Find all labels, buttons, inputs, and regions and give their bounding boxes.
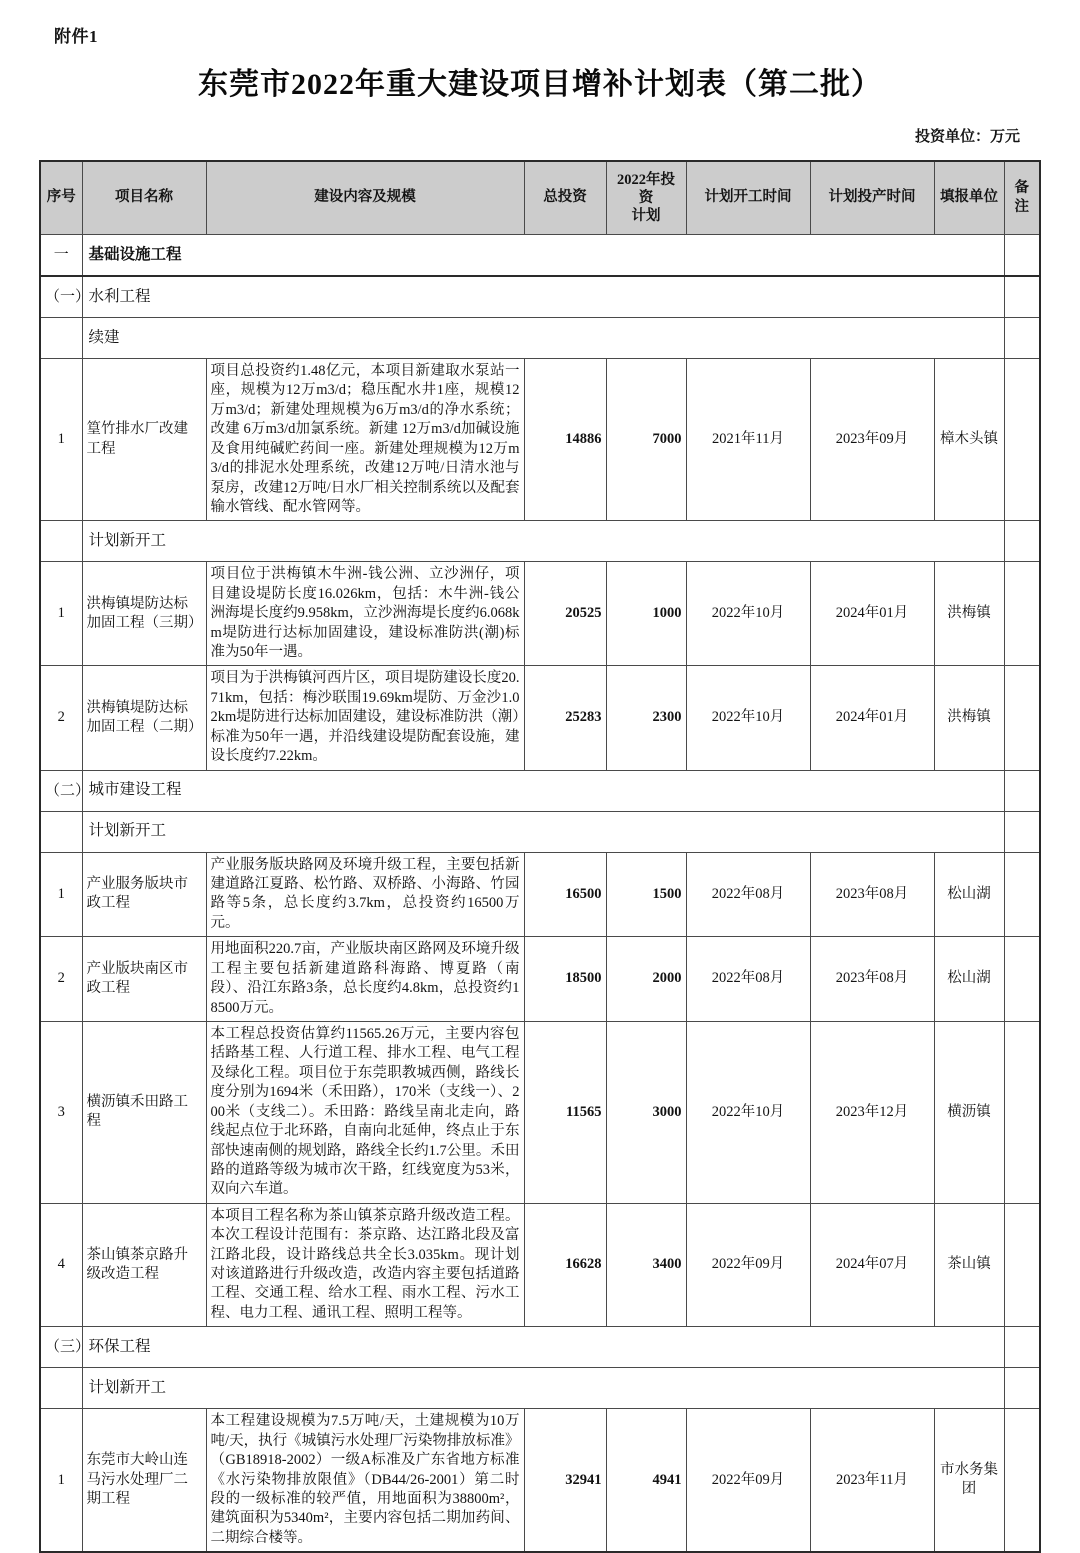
column-header-reporting-unit: 填报单位 <box>934 161 1004 235</box>
status-row <box>40 811 1040 852</box>
subsection-label: 水利工程 <box>82 276 1004 318</box>
column-header-total-investment: 总投资 <box>524 161 606 235</box>
row-reporting-unit: 樟木头镇 <box>934 359 1004 521</box>
table-row <box>40 666 1040 770</box>
row-planned-completion: 2024年01月 <box>810 666 934 770</box>
status-row <box>40 1368 1040 1409</box>
row-plan-2022: 1000 <box>606 562 686 666</box>
status-level-no <box>40 318 82 359</box>
subsection-remark <box>1004 1327 1040 1368</box>
row-planned-completion: 2024年07月 <box>810 1203 934 1327</box>
row-no: 3 <box>40 1021 82 1203</box>
row-project-name: 产业服务版块市政工程 <box>82 852 206 937</box>
row-reporting-unit: 横沥镇 <box>934 1021 1004 1203</box>
row-total-investment: 18500 <box>524 937 606 1022</box>
row-reporting-unit: 松山湖 <box>934 852 1004 937</box>
row-reporting-unit: 松山湖 <box>934 937 1004 1022</box>
table-row <box>40 1203 1040 1327</box>
row-planned-completion: 2023年11月 <box>810 1409 934 1552</box>
row-remark <box>1004 359 1040 521</box>
page-title: 东莞市2022年重大建设项目增补计划表（第二批） <box>198 68 882 101</box>
row-remark <box>1004 852 1040 937</box>
row-planned-start: 2021年11月 <box>686 359 810 521</box>
subsection-row <box>40 1327 1040 1368</box>
row-total-investment: 11565 <box>524 1021 606 1203</box>
row-project-name: 篁竹排水厂改建工程 <box>82 359 206 521</box>
row-remark <box>1004 1409 1040 1552</box>
row-plan-2022: 4941 <box>606 1409 686 1552</box>
row-planned-completion: 2023年09月 <box>810 359 934 521</box>
column-header-no: 序号 <box>40 161 82 235</box>
row-reporting-unit: 洪梅镇 <box>934 562 1004 666</box>
status-remark <box>1004 521 1040 562</box>
column-header-plan-2022-line2: 计划 <box>631 208 661 225</box>
status-label: 续建 <box>82 318 1004 359</box>
column-header-planned-start: 计划开工时间 <box>686 161 810 235</box>
row-planned-completion: 2024年01月 <box>810 562 934 666</box>
row-plan-2022: 7000 <box>606 359 686 521</box>
subsection-remark <box>1004 770 1040 811</box>
row-planned-start: 2022年10月 <box>686 1021 810 1203</box>
row-reporting-unit: 茶山镇 <box>934 1203 1004 1327</box>
status-level-no <box>40 1368 82 1409</box>
row-total-investment: 16628 <box>524 1203 606 1327</box>
table-row <box>40 1409 1040 1552</box>
section-row <box>40 235 1040 277</box>
section-remark <box>1004 235 1040 277</box>
status-level-no <box>40 811 82 852</box>
row-content-scale: 项目位于洪梅镇木牛洲-钱公洲、立沙洲仔，项目建设堤防长度16.026km，包括：木牛洲-钱公洲海堤长度约9.958km，立沙洲海堤长度约6.068km堤防进行达标加固建设，建设标准防洪(潮)标准为50年一遇。 <box>206 562 524 666</box>
row-plan-2022: 3400 <box>606 1203 686 1327</box>
row-planned-completion: 2023年12月 <box>810 1021 934 1203</box>
row-plan-2022: 2300 <box>606 666 686 770</box>
row-planned-start: 2022年08月 <box>686 937 810 1022</box>
table-row <box>40 1021 1040 1203</box>
row-project-name: 茶山镇茶京路升级改造工程 <box>82 1203 206 1327</box>
status-level-no <box>40 521 82 562</box>
column-header-remark: 备注 <box>1004 161 1040 235</box>
row-planned-start: 2022年09月 <box>686 1203 810 1327</box>
row-total-investment: 20525 <box>524 562 606 666</box>
column-header-project-name: 项目名称 <box>82 161 206 235</box>
status-remark <box>1004 1368 1040 1409</box>
row-plan-2022: 3000 <box>606 1021 686 1203</box>
row-no: 1 <box>40 562 82 666</box>
row-project-name: 洪梅镇堤防达标加固工程（三期） <box>82 562 206 666</box>
row-total-investment: 25283 <box>524 666 606 770</box>
attachment-label: 附件1 <box>54 27 98 46</box>
section-label: 基础设施工程 <box>82 235 1004 277</box>
subsection-label: 城市建设工程 <box>82 770 1004 811</box>
row-reporting-unit: 市水务集团 <box>934 1409 1004 1552</box>
status-label: 计划新开工 <box>82 811 1004 852</box>
major-projects-plan-table <box>39 160 1041 1553</box>
row-content-scale: 产业服务版块路网及环境升级工程，主要包括新建道路江夏路、松竹路、双桥路、小海路、竹园路等5条，总长度约3.7km，总投资约16500万元。 <box>206 852 524 937</box>
row-remark <box>1004 562 1040 666</box>
status-label: 计划新开工 <box>82 1368 1004 1409</box>
table-body <box>40 235 1040 1553</box>
column-header-plan-2022 <box>606 161 686 235</box>
investment-unit-note: 投资单位：万元 <box>914 129 1020 145</box>
column-header-content-scale: 建设内容及规模 <box>206 161 524 235</box>
subsection-row <box>40 276 1040 318</box>
row-no: 1 <box>40 359 82 521</box>
row-content-scale: 项目总投资约1.48亿元，本项目新建取水泵站一座，规模为12万m3/d；稳压配水井1座，规模12万m3/d；新建处理规模为6万m3/d的净水系统；改建 6万m3/d加氯系统。新建 12万m3/d加碱设施及食用纯碱贮药间一座。新建处理规模为12万m3/d的排泥水处理系统，改建12万吨/日清水池与泵房，改建12万吨/日水厂相关控制系统以及配套输水管线、配水管网等。 <box>206 359 524 521</box>
table-row <box>40 562 1040 666</box>
row-total-investment: 32941 <box>524 1409 606 1552</box>
row-plan-2022: 1500 <box>606 852 686 937</box>
row-planned-start: 2022年10月 <box>686 666 810 770</box>
row-no: 2 <box>40 937 82 1022</box>
row-content-scale: 用地面积220.7亩，产业版块南区路网及环境升级工程主要包括新建道路科海路、博夏路（南段）、沿江东路3条，总长度约4.8km，总投资约18500万元。 <box>206 937 524 1022</box>
table-row <box>40 937 1040 1022</box>
row-remark <box>1004 1203 1040 1327</box>
row-remark <box>1004 937 1040 1022</box>
status-remark <box>1004 811 1040 852</box>
row-content-scale: 本项目工程名称为茶山镇茶京路升级改造工程。本次工程设计范围有：茶京路、达江路北段及富江路北段，设计路线总共全长3.035km。现计划对该道路进行升级改造，改造内容主要包括道路工程、交通工程、给水工程、雨水工程、污水工程、电力工程、通讯工程、照明工程等。 <box>206 1203 524 1327</box>
row-plan-2022: 2000 <box>606 937 686 1022</box>
section-level-no: 一 <box>40 235 82 277</box>
row-planned-start: 2022年10月 <box>686 562 810 666</box>
row-no: 1 <box>40 852 82 937</box>
subsection-label: 环保工程 <box>82 1327 1004 1368</box>
row-content-scale: 项目为于洪梅镇河西片区，项目堤防建设长度20.71km，包括：梅沙联围19.69km堤防、万金沙1.02km堤防进行达标加固建设，建设标准防洪（潮）标准为50年一遇，并沿线建设堤防配套设施，建设长度约7.22km。 <box>206 666 524 770</box>
row-total-investment: 14886 <box>524 359 606 521</box>
row-planned-completion: 2023年08月 <box>810 937 934 1022</box>
status-label: 计划新开工 <box>82 521 1004 562</box>
row-planned-start: 2022年08月 <box>686 852 810 937</box>
row-content-scale: 本工程建设规模为7.5万吨/天，土建规模为10万吨/天，执行《城镇污水处理厂污染物排放标准》（GB18918-2002）一级A标准及广东省地方标准《水污染物排放限值》（DB44/26-2001）第二时段的一级标准的较严值，用地面积为38800m²，建筑面积为5340m²，主要内容包括二期加药间、二期综合楼等。 <box>206 1409 524 1552</box>
subsection-row <box>40 770 1040 811</box>
table-header-row <box>40 161 1040 235</box>
column-header-planned-completion: 计划投产时间 <box>810 161 934 235</box>
column-header-plan-2022-line1: 2022年投资 <box>617 171 675 206</box>
table-row <box>40 359 1040 521</box>
row-remark <box>1004 666 1040 770</box>
row-project-name: 洪梅镇堤防达标加固工程（二期） <box>82 666 206 770</box>
row-remark <box>1004 1021 1040 1203</box>
status-remark <box>1004 318 1040 359</box>
row-no: 1 <box>40 1409 82 1552</box>
subsection-level-no: （三） <box>40 1327 82 1368</box>
row-planned-start: 2022年09月 <box>686 1409 810 1552</box>
status-row <box>40 318 1040 359</box>
status-row <box>40 521 1040 562</box>
row-total-investment: 16500 <box>524 852 606 937</box>
subsection-level-no: （一） <box>40 276 82 318</box>
row-project-name: 东莞市大岭山连马污水处理厂二期工程 <box>82 1409 206 1552</box>
row-no: 4 <box>40 1203 82 1327</box>
row-content-scale: 本工程总投资估算约11565.26万元，主要内容包括路基工程、人行道工程、排水工程、电气工程及绿化工程。项目位于东莞职教城西侧，路线长度分别为1694米（禾田路），170米（支线一）、200米（支线二）。禾田路：路线呈南北走向，路线起点位于北环路，自南向北延伸，终点止于东部快速南侧的规划路，路线全长约1.7公里。禾田路的道路等级为城市次干路，红线宽度为53米，双向六车道。 <box>206 1021 524 1203</box>
table-row <box>40 852 1040 937</box>
subsection-remark <box>1004 276 1040 318</box>
row-project-name: 横沥镇禾田路工程 <box>82 1021 206 1203</box>
row-reporting-unit: 洪梅镇 <box>934 666 1004 770</box>
row-no: 2 <box>40 666 82 770</box>
row-planned-completion: 2023年08月 <box>810 852 934 937</box>
row-project-name: 产业版块南区市政工程 <box>82 937 206 1022</box>
subsection-level-no: （二） <box>40 770 82 811</box>
